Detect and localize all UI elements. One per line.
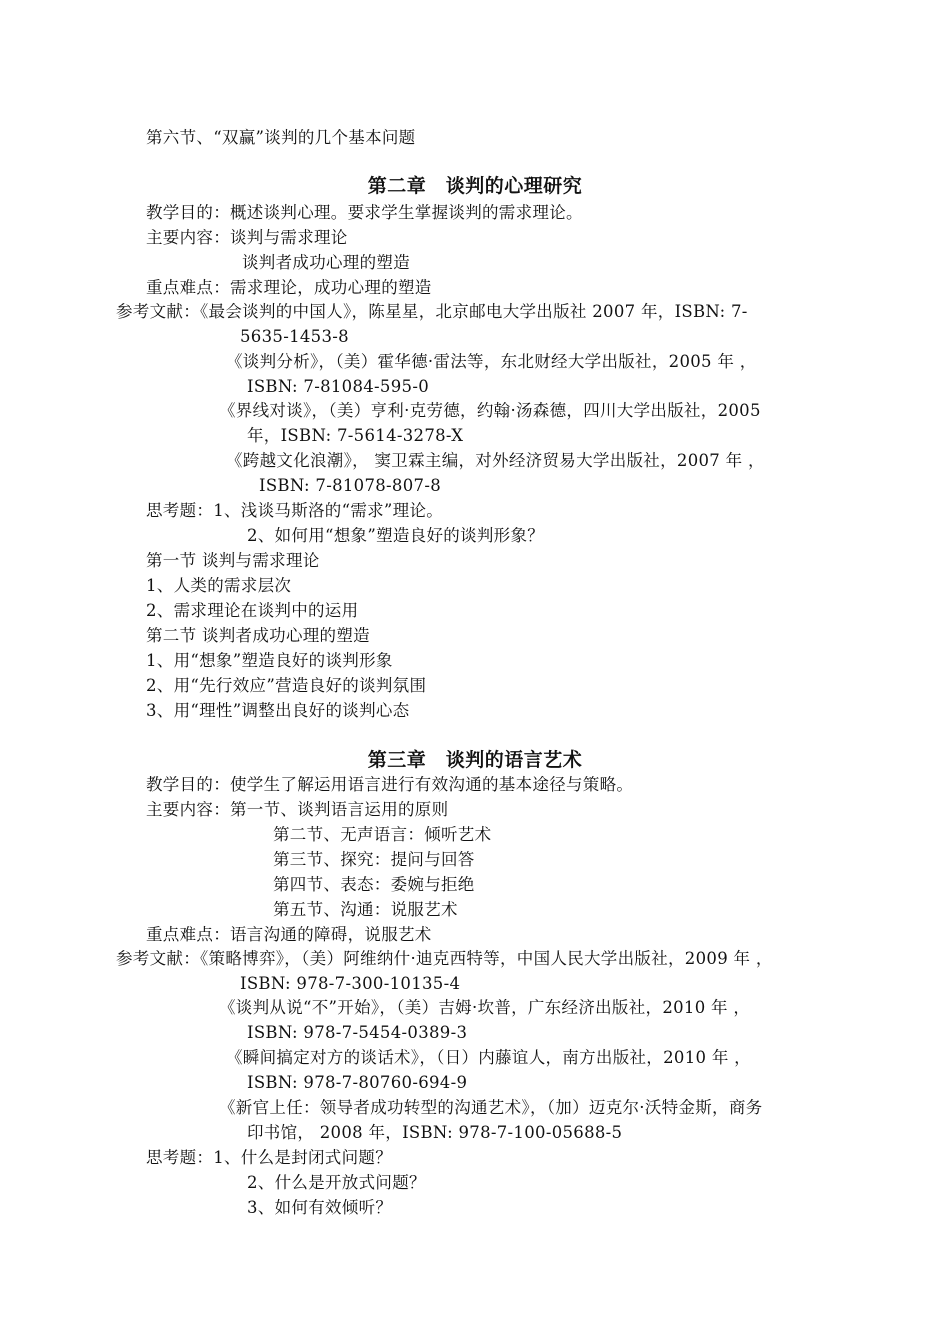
chapter2-question-1: 思考题：1、浅谈马斯洛的“需求”理论。 [146, 501, 444, 520]
chapter3-ref-2-cont: ISBN: 978-7-5454-0389-3 [247, 1023, 468, 1042]
chapter2-ref-4-cont: ISBN: 7-81078-807-8 [259, 476, 442, 495]
chapter2-title: 第二章 谈判的心理研究 [367, 175, 583, 197]
chapter2-key-points: 重点难点：需求理论，成功心理的塑造 [146, 278, 432, 297]
section-six-title: 第六节、“双赢”谈判的几个基本问题 [146, 128, 416, 147]
chapter3-goal: 教学目的：使学生了解运用语言进行有效沟通的基本途径与策略。 [146, 775, 634, 794]
chapter2-ref-1: 参考文献：《最会谈判的中国人》，陈星星，北京邮电大学出版社 2007 年，ISBN: 7- [116, 302, 748, 321]
chapter2-question-2: 2、如何用“想象”塑造良好的谈判形象？ [247, 526, 545, 545]
chapter3-question-3: 3、如何有效倾听？ [247, 1198, 393, 1217]
chapter3-ref-2: 《谈判从说“不”开始》，（美）吉姆·坎普，广东经济出版社，2010 年 ， [219, 998, 751, 1017]
chapter3-content-5: 第五节、沟通：说服艺术 [273, 900, 458, 919]
chapter2-content-1: 主要内容：谈判与需求理论 [146, 228, 348, 247]
chapter3-key-points: 重点难点：语言沟通的障碍，说服艺术 [146, 925, 432, 944]
chapter3-ref-4-cont: 印书馆， 2008 年，ISBN: 978-7-100-05688-5 [247, 1123, 623, 1142]
chapter3-ref-4: 《新官上任：领导者成功转型的沟通艺术》，（加）迈克尔·沃特金斯，商务 [219, 1098, 763, 1117]
chapter3-question-2: 2、什么是开放式问题？ [247, 1173, 426, 1192]
chapter2-ref-3: 《界线对谈》，（美）亨利·克劳德，约翰·汤森德，四川大学出版社，2005 [219, 401, 761, 420]
chapter3-content-3: 第三节、探究：提问与回答 [273, 850, 475, 869]
chapter2-outline-2: 1、人类的需求层次 [146, 576, 292, 595]
chapter2-outline-5: 1、用“想象”塑造良好的谈判形象 [146, 651, 393, 670]
chapter2-outline-3: 2、需求理论在谈判中的运用 [146, 601, 359, 620]
chapter2-ref-2: 《谈判分析》，（美）霍华德·雷法等，东北财经大学出版社，2005 年 ， [226, 352, 757, 371]
chapter2-content-2: 谈判者成功心理的塑造 [242, 253, 410, 272]
chapter3-ref-1: 参考文献：《策略博弈》，（美）阿维纳什·迪克西特等，中国人民大学出版社，2009 年 ， [116, 949, 773, 968]
chapter2-outline-6: 2、用“先行效应”营造良好的谈判氛围 [146, 676, 427, 695]
chapter3-ref-1-cont: ISBN: 978-7-300-10135-4 [240, 974, 461, 993]
chapter3-question-1: 思考题：1、什么是封闭式问题？ [146, 1148, 392, 1167]
chapter2-ref-3-cont: 年，ISBN: 7-5614-3278-X [247, 426, 464, 445]
chapter2-ref-2-cont: ISBN: 7-81084-595-0 [247, 377, 430, 396]
chapter2-outline-1: 第一节 谈判与需求理论 [146, 551, 320, 570]
chapter3-content-2: 第二节、无声语言：倾听艺术 [273, 825, 492, 844]
chapter3-title: 第三章 谈判的语言艺术 [367, 749, 583, 771]
chapter2-goal: 教学目的：概述谈判心理。要求学生掌握谈判的需求理论。 [146, 203, 583, 222]
chapter2-ref-4: 《跨越文化浪潮》， 窦卫霖主编，对外经济贸易大学出版社，2007 年 ， [226, 451, 765, 470]
chapter2-outline-4: 第二节 谈判者成功心理的塑造 [146, 626, 370, 645]
chapter3-ref-3-cont: ISBN: 978-7-80760-694-9 [247, 1073, 468, 1092]
chapter2-outline-7: 3、用“理性”调整出良好的谈判心态 [146, 701, 410, 720]
chapter3-content-4: 第四节、表态：委婉与拒绝 [273, 875, 475, 894]
chapter3-content-1: 主要内容：第一节、谈判语言运用的原则 [146, 800, 449, 819]
chapter3-ref-3: 《瞬间搞定对方的谈话术》，（日）内藤谊人，南方出版社，2010 年 ， [226, 1048, 751, 1067]
chapter2-ref-1-cont: 5635-1453-8 [240, 327, 349, 346]
